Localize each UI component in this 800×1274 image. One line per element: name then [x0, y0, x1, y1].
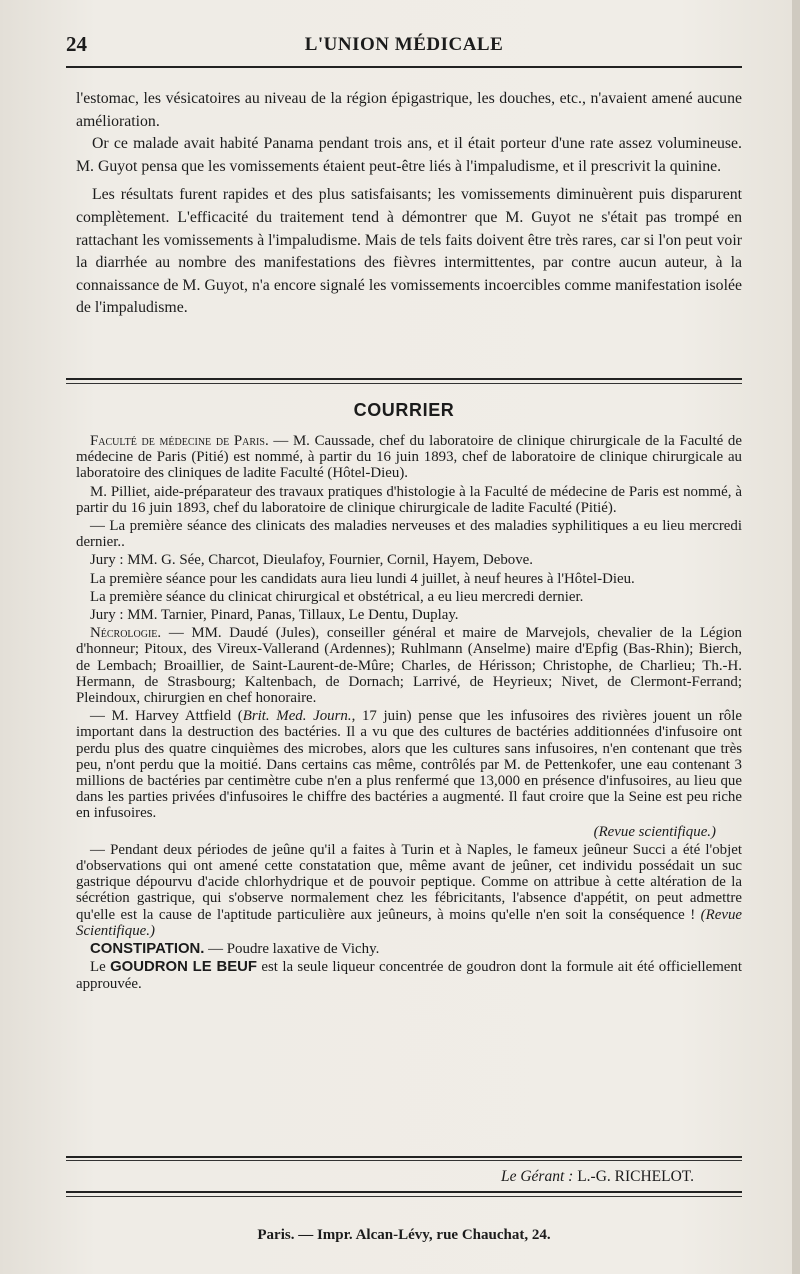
news-attfield-text-b: , 17 juin) pense que les infusoires des rivières jouent un rôle important dans la destruction des bactéries. Il a vu que des cultures de bactéries additionnées d'infusoire ont perdu plus des quatre cinquièmes des microbes, alors que les cultures sans infusoires, n'en contenant que très peu, n'ont perdu que la moitié. Dans certains cas même, contrôlés par M. de Pettenkofer, une eau contenant 3 millions de bactéries par centimètre cube n'en a plus renfermé que 13,000 en présence d'infusoires, au lieu que dans les parties privées d'infusoires le chiffre des bactéries a augmenté. Il faut croire que la Seine est peu riche en infusoires.	[76, 708, 742, 822]
news-faculte-label: Faculté de médecine de Paris.	[90, 433, 269, 449]
article-paragraph-3: Les résultats furent rapides et des plus satisfaisants; les vomissements diminuèrent puis disparurent complètement. L'efficacité du traitement tend à démontrer que M. Guyot ne s'était pas trompé en rattachant les vomissements à l'impaludisme. Mais de tels faits doivent être très rares, car si l'on peut voir la diarrhée au nombre des manifestations des fièvres intermittentes, par contre aucun auteur, à la connaissance de M. Guyot, n'a encore signalé les vomissements incoercibles comme manifestation isolée de l'impaludisme.	[76, 186, 742, 317]
news-pilliet: M. Pilliet, aide-préparateur des travaux pratiques d'histologie à la Faculté de médecine de Paris est nommé, à partir du 16 juin 1893, chef du laboratoire de clinique chirurgicale de ladite Faculté (Pitié).	[76, 483, 742, 516]
running-title: L'UNION MÉDICALE	[304, 34, 504, 55]
article-paragraph-1: l'estomac, les vésicatoires au niveau de la région épigastrique, les douches, etc., n'avaient amené aucune amélioration.	[76, 90, 742, 130]
article-continuation	[76, 88, 742, 326]
section-title-courrier: COURRIER	[353, 400, 455, 420]
ad-constipation	[76, 941, 742, 957]
footer-rule-bottom	[66, 1191, 742, 1193]
news-jeune-source: (Revue Scientifique.)	[76, 906, 742, 939]
news-attfield-source-text: (Revue scientifique.)	[593, 823, 716, 840]
news-jeune	[76, 842, 742, 939]
courrier-section	[76, 433, 742, 994]
section-rule-top	[66, 378, 742, 380]
news-jury-1: Jury : MM. G. Sée, Charcot, Dieulafoy, Fournier, Cornil, Hayem, Debove.	[90, 552, 534, 569]
footer-rule-bottom-thin	[66, 1196, 742, 1197]
footer-rule-top-thin	[66, 1160, 742, 1161]
header-rule	[66, 66, 742, 68]
ad-goudron-label: GOUDRON LE BEUF	[110, 959, 258, 976]
signature-name: L.-G. RICHELOT.	[577, 1168, 694, 1185]
news-attfield	[76, 708, 742, 821]
news-attfield-text-a: — M. Harvey Attfield (	[90, 708, 243, 725]
printer-imprint: Paris. — Impr. Alcan-Lévy, rue Chauchat, 24.	[257, 1227, 551, 1243]
signature-label: Le Gérant :	[500, 1168, 578, 1185]
page-spine-shadow	[792, 0, 800, 1274]
news-clinicat-chirurgical: La première séance du clinicat chirurgical et obstétrical, a eu lieu mercredi dernier.	[90, 588, 584, 605]
news-faculte-text: — M. Caussade, chef du laboratoire de clinique chirurgicale de la Faculté de médecine de Paris (Pitié) est nommé, à partir du 16 juin 1893, chef de laboratoire de clinique chirurgicale au laboratoire des cliniques de ladite Faculté (Hôtel-Dieu).	[76, 433, 742, 482]
page-header	[66, 32, 742, 58]
ad-goudron-text-a: Le	[90, 959, 111, 976]
ad-constipation-text: — Poudre laxative de Vichy.	[204, 941, 380, 958]
article-paragraph-2: Or ce malade avait habité Panama pendant trois ans, et il était porteur d'une rate assez volumineuse. M. Guyot pensa que les vomissements étaient peut-être liés à l'impaludisme, et il prescrivit la quinine.	[76, 135, 742, 175]
news-jeune-text: — Pendant deux périodes de jeûne qu'il a faites à Turin et à Naples, le fameux jeûneur Succi a été l'objet d'observations qui ont amené cette constatation que, même avant de jeûner, cet individu possédait un suc gastrique dépourvu d'acide chlorhydrique et de pouvoir peptique. Comme on attribue à cette altération de la sécrétion gastrique, qui s'observe normalement chez les fébricitants, l'absence d'appétit, on peut admettre qu'elle est la cause de l'aptitude particulière aux jeûneurs, à moins qu'elle n'en soit la conséquence !	[76, 841, 742, 923]
news-faculte	[76, 433, 742, 482]
signature	[76, 1168, 694, 1186]
news-necrologie-text: — MM. Daudé (Jules), conseiller général et maire de Marvejols, chevalier de la Légion d'honneur; Pitoux, des Vireux-Vallerand (Ardennes); Ruhlmann (Anselme) maire d'Epfig (Bas-Rhin); Bierch, de Lembach; Broaillier, de Saint-Laurent-de-Mûre; Charles, de Hérisson; Christophe, de Charlieu; Th.-H. Hermann, de Strasbourg; Kaltenbach, de Dornach; Larrivé, de Heyrieux; Nivet, de Clermont-Ferrand; Pleindoux, chirurgien en chef honoraire.	[76, 625, 742, 707]
news-necrologie-label: Nécrologie.	[90, 625, 162, 642]
ad-goudron	[76, 959, 742, 991]
news-attfield-source	[76, 824, 716, 840]
footer-rule-top	[66, 1156, 742, 1158]
news-attfield-journal: Brit. Med. Journ.	[242, 708, 352, 725]
section-rule-top-thin	[66, 383, 742, 384]
news-necrologie	[76, 625, 742, 706]
page-number: 24	[66, 32, 87, 56]
news-jury-2: Jury : MM. Tarnier, Pinard, Panas, Tillaux, Le Dentu, Duplay.	[90, 607, 459, 624]
ad-goudron-text-b: est la seule liqueur concentrée de goudron dont la formule ait été officiellement approuvée.	[76, 959, 742, 992]
news-clinicats: — La première séance des clinicats des maladies nerveuses et des maladies syphilitiques a eu lieu mercredi dernier..	[76, 518, 742, 551]
ad-constipation-label: CONSTIPATION.	[90, 941, 205, 958]
news-premiere-seance: La première séance pour les candidats aura lieu lundi 4 juillet, à neuf heures à l'Hôtel-Dieu.	[90, 570, 635, 587]
